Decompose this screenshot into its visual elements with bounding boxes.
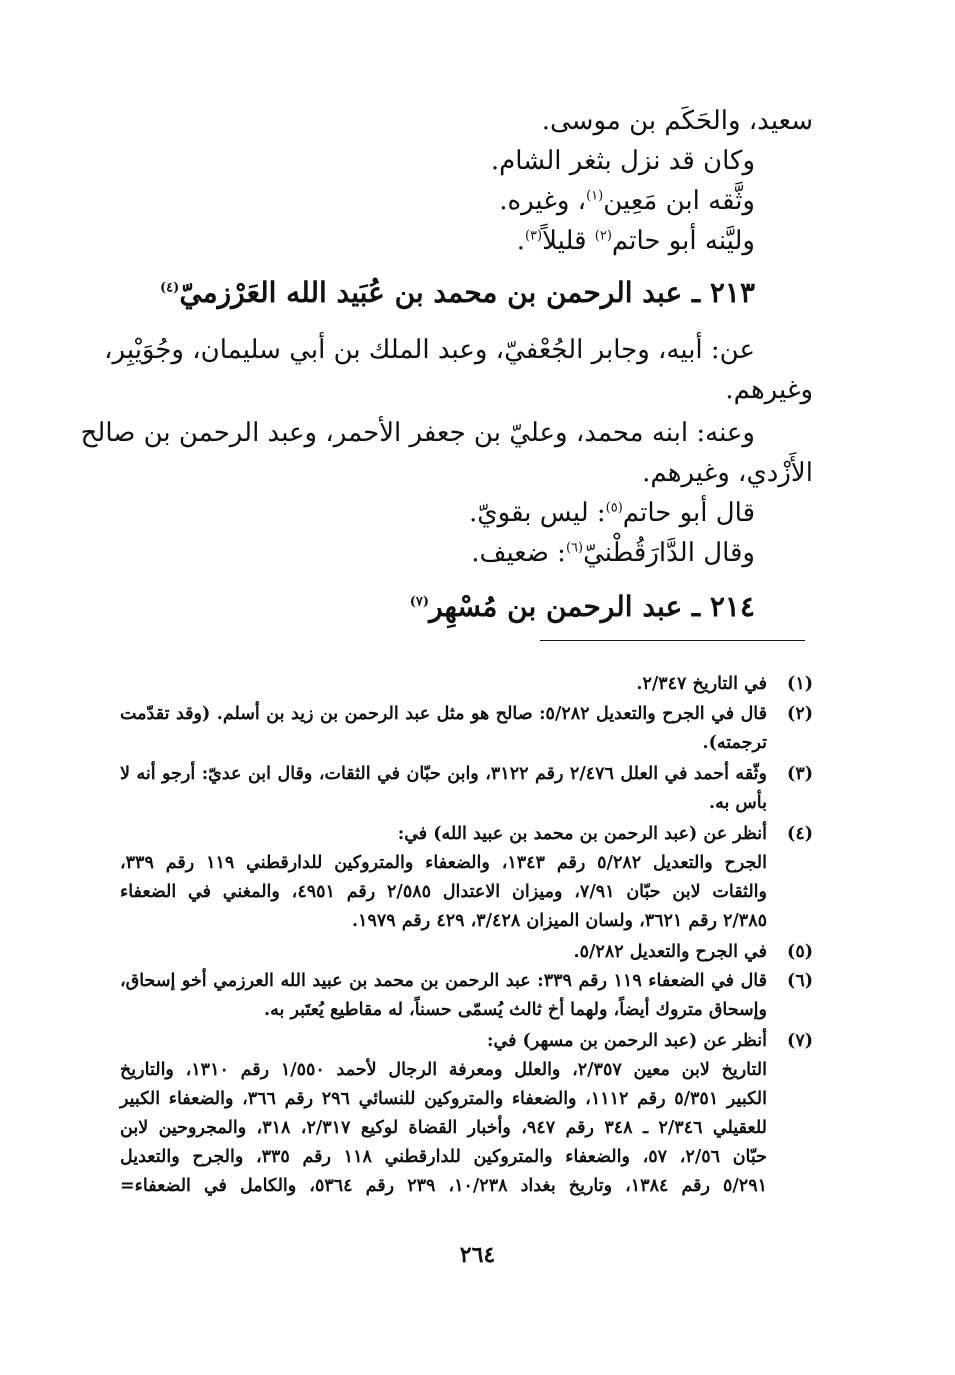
footnote-4: (٤) أنظر عن (عبد الرحمن بن محمد بن عبيد الله) في: الجرح والتعديل ٥/٢٨٢ رقم ١٣٤٣، والضعفاء والمتروكين للدارقطني ١١٩ رقم ٣٣٩، والثقات لابن حبّان ٧/٩١، وميزان الاعتدال ٢/٥٨٥ رقم ٤٩٥١، والمغني في الضعفاء ٢/٣٨٥ رقم ٣٦٢١، ولسان الميزان ٣/٤٢٨، ٤٢٩ رقم ١٩٧٩. [120,824,813,931]
text-line: سعيد، والحَكَم بن موسى. [541,106,813,136]
footnote-5: (٥) في الجرح والتعديل ٥/٢٨٢. [573,942,813,962]
entry-heading-213: ٢١٣ ـ عبد الرحمن بن محمد بن عُبَيد الله العَرْزميّ$^{(٤)}$ [160,276,755,309]
text-line: وغيرهم. [725,375,813,405]
text-line: وقال الدَّارَقُطْنيّ$^{(٦)}$: ضعيف. [471,538,755,568]
footnote-ref: (١) [586,188,604,204]
text-line: قال أبو حاتم$^{(٥)}$: ليس بقويّ. [469,498,755,528]
footnote-separator [540,640,805,641]
footnote-ref: (٦) [565,540,584,556]
text-line: الأَزْدي، وغيرهم. [642,458,813,488]
text-line: وثَّقه ابن مَعِين$^{(١)}$، وغيره. [499,186,755,216]
footnote-2: (٢) قال في الجرح والتعديل ٥/٢٨٢: صالح هو مثل عبد الرحمن بن زيد بن أسلم. (وقد تقدّمت ترجمته). [120,704,813,753]
footnote-7: (٧) أنظر عن (عبد الرحمن بن مسهر) في: التاريخ لابن معين ٢/٣٥٧، والعلل ومعرفة الرجال لأحمد ١/٥٥٠ رقم ١٣١٠، والتاريخ الكبير ٥/٣٥١ رقم ١١١٢، والضعفاء والمتروكين للنسائي ٢٩٦ رقم ٣٦٦، والضعفاء الكبير للعقيلي ٢/٣٤٦ ـ ٣٤٨ رقم ٩٤٧، وأخبار القضاة لوكيع ٢/٣١٧، ٣١٨، والمجروحين لابن حبّان ٢/٥٦، ٥٧، والضعفاء والمتروكين للدارقطني ١١٨ رقم ٣٣٥، والجرح والتعديل ٥/٢٩١ رقم ١٣٨٤، وتاريخ بغداد ١٠/٢٣٨، ٢٣٩ رقم ٥٣٦٤، والكامل في الضعفاء= [120,1031,813,1196]
page-number: ٢٦٤ [459,1242,496,1268]
footnote-6: (٦) قال في الضعفاء ١١٩ رقم ٣٣٩: عبد الرحمن بن محمد بن عبيد الله العرزمي أخو إسحاق، وإسحاق متروك أيضاً، ولهما أخ ثالث يُسمّى حسناً، له مقاطيع يُعتَبر به. [120,971,813,1020]
footnote-ref: (٧) [409,594,430,610]
footnote-ref: (٥) [605,500,623,516]
text-line: وليَّنه أبو حاتم$^{(٢)}$ قليلاً$^{(٣)}$. [516,226,755,256]
footnote-1: (١) في التاريخ ٢/٣٤٧. [636,674,813,694]
footnote-ref: (٣) [524,228,543,244]
text-line: وكان قد نزل بثغر الشام. [490,146,755,176]
footnote-ref: (٤) [160,280,180,296]
footnote-ref: (٢) [594,228,612,244]
text-line: وعنه: ابنه محمد، وعليّ بن جعفر الأحمر، وعبد الرحمن بن صالح [80,418,755,448]
entry-heading-214: ٢١٤ ـ عبد الرحمن بن مُسْهِر$^{(٧)}$ [409,590,755,623]
footnote-3: (٣) وثّقه أحمد في العلل ٢/٤٧٦ رقم ٣١٢٢، وابن حبّان في الثقات، وقال ابن عديّ: أرجو أنه لا بأس به. [120,764,813,813]
text-line: عن: أبيه، وجابر الجُعْفيّ، وعبد الملك بن أبي سليمان، وجُوَيْبِر، [104,335,755,365]
